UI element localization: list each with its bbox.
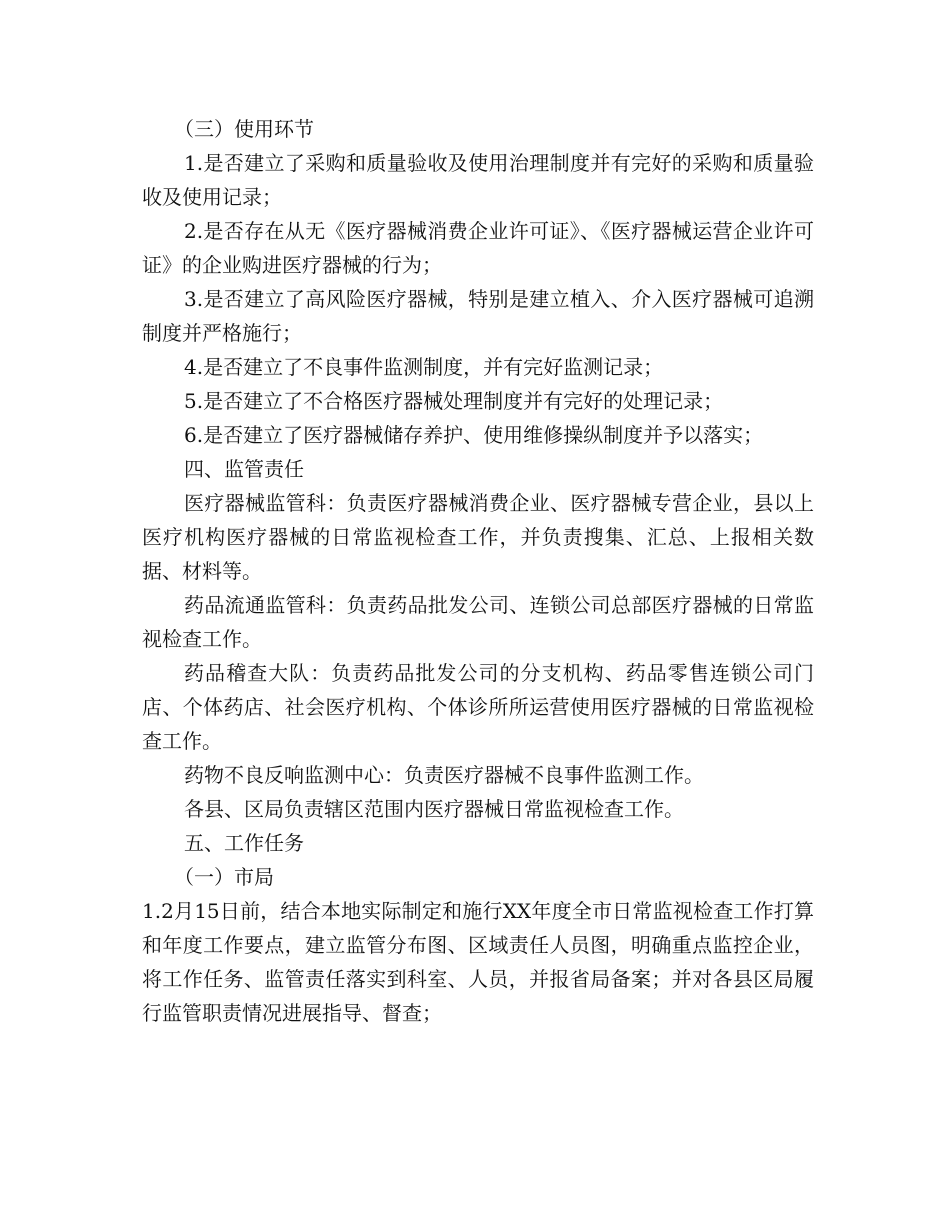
section-heading-usage: （三）使用环节 xyxy=(174,117,314,141)
section-heading-tasks: 五、工作任务 xyxy=(184,831,304,855)
paragraph-item-2: 2.是否存在从无《医疗器械消费企业许可证》、《医疗器械运营企业许可证》的企业购进医疗器械的行为； xyxy=(142,219,814,277)
paragraph-item-4: 4.是否建立了不良事件监测制度，并有完好监测记录； xyxy=(184,355,664,379)
paragraph-task-1: 1.2月15日前，结合本地实际制定和施行XX年度全市日常监视检查工作打算和年度工作要点，建立监管分布图、区域责任人员图，明确重点监控企业，将工作任务、监管责任落实到科室、人员，并报省局备案；并对各县区局履行监管职责情况进展指导、督查； xyxy=(142,899,814,1025)
subsection-heading-city: （一）市局 xyxy=(174,865,274,889)
document-body xyxy=(142,112,814,1030)
paragraph-device-regulation: 医疗器械监管科：负责医疗器械消费企业、医疗器械专营企业，县以上医疗机构医疗器械的日常监视检查工作，并负责搜集、汇总、上报相关数据、材料等。 xyxy=(142,491,814,583)
paragraph-drug-circulation: 药品流通监管科：负责药品批发公司、连锁公司总部医疗器械的日常监视检查工作。 xyxy=(142,593,814,651)
paragraph-item-3: 3.是否建立了高风险医疗器械，特别是建立植入、介入医疗器械可追溯制度并严格施行； xyxy=(142,287,814,345)
paragraph-adverse-reaction: 药物不良反响监测中心：负责医疗器械不良事件监测工作。 xyxy=(184,763,704,787)
paragraph-drug-inspection: 药品稽查大队：负责药品批发公司的分支机构、药品零售连锁公司门店、个体药店、社会医疗机构、个体诊所所运营使用医疗器械的日常监视检查工作。 xyxy=(142,661,814,753)
paragraph-item-1: 1.是否建立了采购和质量验收及使用治理制度并有完好的采购和质量验收及使用记录； xyxy=(142,151,814,209)
section-heading-responsibility: 四、监管责任 xyxy=(184,457,304,481)
paragraph-county-bureaus: 各县、区局负责辖区范围内医疗器械日常监视检查工作。 xyxy=(184,797,684,821)
paragraph-item-5: 5.是否建立了不合格医疗器械处理制度并有完好的处理记录； xyxy=(184,389,724,413)
paragraph-item-6: 6.是否建立了医疗器械储存养护、使用维修操纵制度并予以落实； xyxy=(184,423,764,447)
